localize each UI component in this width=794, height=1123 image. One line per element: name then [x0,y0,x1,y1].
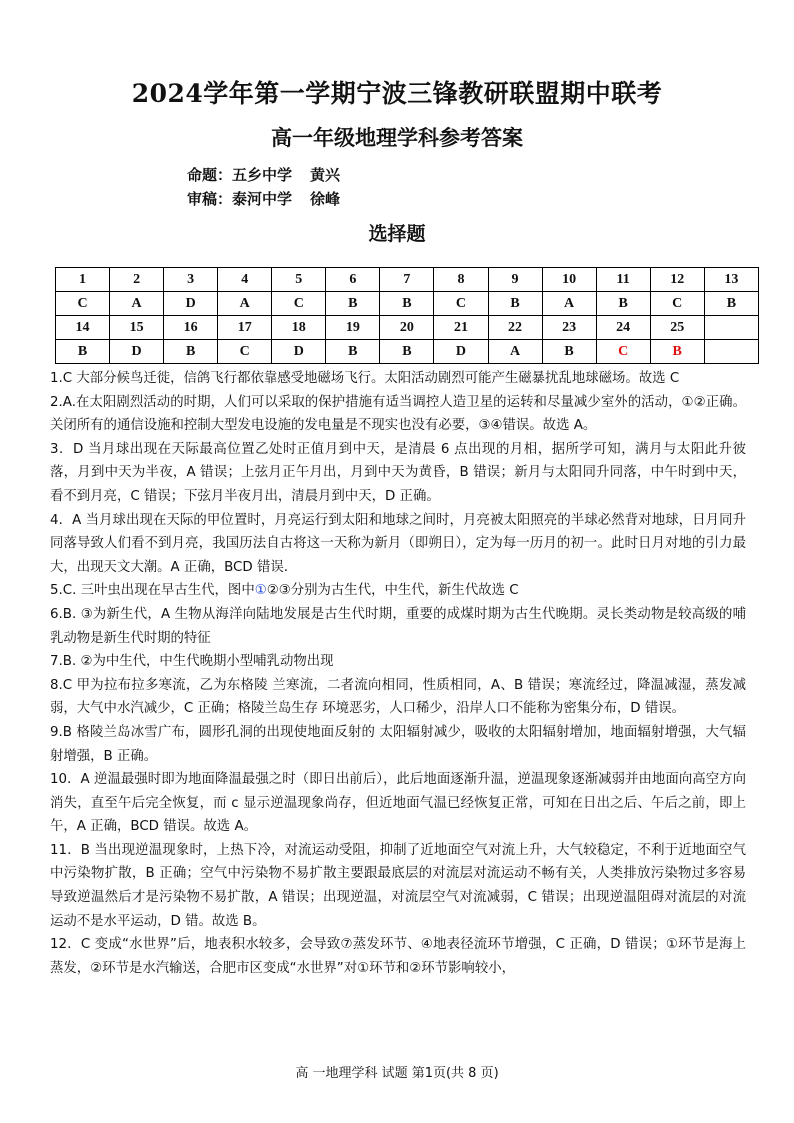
answer-cell: B [380,292,434,316]
answer-table [55,267,759,364]
reviewer-name: 徐峰 [310,190,341,208]
answer-row [56,340,759,364]
answer-cell: B [542,340,596,364]
question-number-cell: 7 [380,268,434,292]
explanation-q8: 8.C 甲为拉布拉多寒流，乙为东格陵 兰寒流，二者流向相同，性质相同，A、B 错误；寒流经过，降温减湿，蒸发减弱，大气中水汽减少，C 正确；格陵兰岛生存 环境恶劣，人口稀少，沿岸人口不能称为密集分布，D 错误。 [50,677,746,717]
question-number-cell: 20 [380,316,434,340]
question-number-cell: 19 [326,316,380,340]
question-number-cell: 12 [650,268,704,292]
question-number-cell: 2 [110,268,164,292]
answer-cell: B [56,340,110,364]
explanation-q2: 2.A.在太阳剧烈活动的时期，人们可以采取的保护措施有适当调控人造卫星的运转和尽量减少室外的活动，①②正确。关闭所有的通信设施和控制大型发电设施的发电量是不现实也没有必要，③④错误。故选 A。 [50,394,746,434]
answer-cell: C [218,340,272,364]
question-number-cell: 3 [164,268,218,292]
explanation-q12: 12．C 变成“水世界”后，地表积水较多，会导致⑦蒸发环节、④地表径流环节增强，C 正确，D 错误；①环节是海上蒸发，②环节是水汽输送，合肥市区变成“水世界”对①环节和②环节影响较小， [50,937,746,976]
answer-cell: C [272,292,326,316]
answer-cell: B [380,340,434,364]
explanation-q9: 9.B 格陵兰岛冰雪广布，圆形孔洞的出现使地面反射的 太阳辐射减少，吸收的太阳辐射增加，地面辐射增强，大气辐 射增强，B 正确。 [50,724,746,764]
q5-text-end: ②③分别为古生代，中生代，新生代故选 C [266,583,519,599]
question-number-cell [704,316,758,340]
answer-cell: D [272,340,326,364]
question-number-cell: 14 [56,316,110,340]
question-number-cell: 15 [110,316,164,340]
answer-cell: B [704,292,758,316]
explanation-q11: 11．B 当出现逆温现象时，上热下冷，对流运动受阻，抑制了近地面空气对流上升，大气较稳定，不利于近地面空气中污染物扩散，B 正确；空气中污染物不易扩散主要跟最底层的对流层对流运动不畅有关，人类排放污染物过多容易导致逆温然后才是污染物不易扩散，A 错误；出现逆温，对流层空气对流减弱，C 错误；出现逆温阻碍对流层的对流运动不是水平运动，D 错。故选 B。 [50,842,746,929]
answer-cell: C [56,292,110,316]
question-number-cell: 10 [542,268,596,292]
number-row [56,268,759,292]
number-row [56,316,759,340]
answer-cell: D [110,340,164,364]
answer-cell: C [434,292,488,316]
answer-cell: B [596,292,650,316]
answer-cell: B [326,340,380,364]
question-number-cell: 24 [596,316,650,340]
question-number-cell: 13 [704,268,758,292]
answer-cell: C [596,340,650,364]
answer-cell: A [110,292,164,316]
author-name: 黄兴 [310,166,341,184]
question-number-cell: 9 [488,268,542,292]
explanation-q4: 4．A 当月球出现在天际的甲位置时，月亮运行到太阳和地球之间时，月亮被太阳照亮的半球必然背对地球，日月同升同落导致人们看不到月亮，我国历法自古将这一天称为新月（即朔日），定为每一历月的初一。此时日月对地的引力最大，出现天文大潮。A 正确，BCD 错误. [50,512,746,575]
answer-cell: B [650,340,704,364]
question-number-cell: 11 [596,268,650,292]
explanation-q3: 3．D 当月球出现在天际最高位置乙处时正值月到中天，是清晨 6 点出现的月相，据所学可知，满月与太阳此升彼落，月到中天为半夜，A 错误；上弦月正午月出，月到中天为黄昏，B 错误；新月与太阳同升同落，中午时到中天，看不到月亮，C 错误；下弦月半夜月出，清晨月到中天，D 正确。 [50,441,746,504]
question-number-cell: 5 [272,268,326,292]
answer-cell: C [650,292,704,316]
explanations [50,367,746,980]
answer-cell: A [542,292,596,316]
author-line [187,164,340,185]
question-number-cell: 6 [326,268,380,292]
question-number-cell: 25 [650,316,704,340]
explanation-q7: 7.B. ②为中生代，中生代晚期小型哺乳动物出现 [50,654,334,670]
author-school: 五乡中学 [232,166,293,184]
answer-cell: D [164,292,218,316]
reviewer-line [187,188,340,209]
explanation-q10: 10．A 逆温最强时即为地面降温最强之时（即日出前后），此后地面逐渐升温，逆温现象逐渐减弱并由地面向高空方向消失，直至午后完全恢复，而 c 显示逆温现象尚存，但近地面气温已经恢复正常，可知在日出之后、午后之前，即上午，A 正确，BCD 错误。故选 A。 [50,772,746,835]
answer-cell: D [434,340,488,364]
section-title: 选择题 [368,223,426,245]
question-number-cell: 1 [56,268,110,292]
answer-row [56,292,759,316]
exam-title: 2024学年第一学期宁波三锋教研联盟期中联考 [131,79,663,108]
author-label: 命题： [187,166,233,184]
explanation-q1: 1.C 大部分候鸟迁徙，信鸽飞行都依靠感受地磁场飞行。太阳活动剧烈可能产生磁暴扰乱地球磁场。故选 C [50,371,680,386]
answer-cell: A [488,340,542,364]
question-number-cell: 18 [272,316,326,340]
answer-cell: B [164,340,218,364]
question-number-cell: 4 [218,268,272,292]
answer-cell: B [326,292,380,316]
question-number-cell: 17 [218,316,272,340]
page-footer: 高 一地理学科 试题 第1页(共 8 页) [295,1066,499,1081]
answer-key-subtitle: 高一年级地理学科参考答案 [271,125,523,150]
answer-cell: B [488,292,542,316]
question-number-cell: 16 [164,316,218,340]
question-number-cell: 21 [434,316,488,340]
explanation-q5 [50,579,746,603]
q5-highlight: ① [254,583,267,599]
q5-text-start: 5.C. 三叶虫出现在早古生代，图中 [50,583,255,599]
question-number-cell: 22 [488,316,542,340]
reviewer-label: 审稿： [187,190,233,208]
reviewer-school: 泰河中学 [232,190,293,208]
answer-cell [704,340,758,364]
question-number-cell: 23 [542,316,596,340]
explanation-q6: 6.B. ③为新生代，A 生物从海洋向陆地发展是古生代时期，重要的成煤时期为古生代晚期。灵长类动物是较高级的哺乳动物是新生代时期的特征 [50,606,746,646]
question-number-cell: 8 [434,268,488,292]
answer-cell: A [218,292,272,316]
